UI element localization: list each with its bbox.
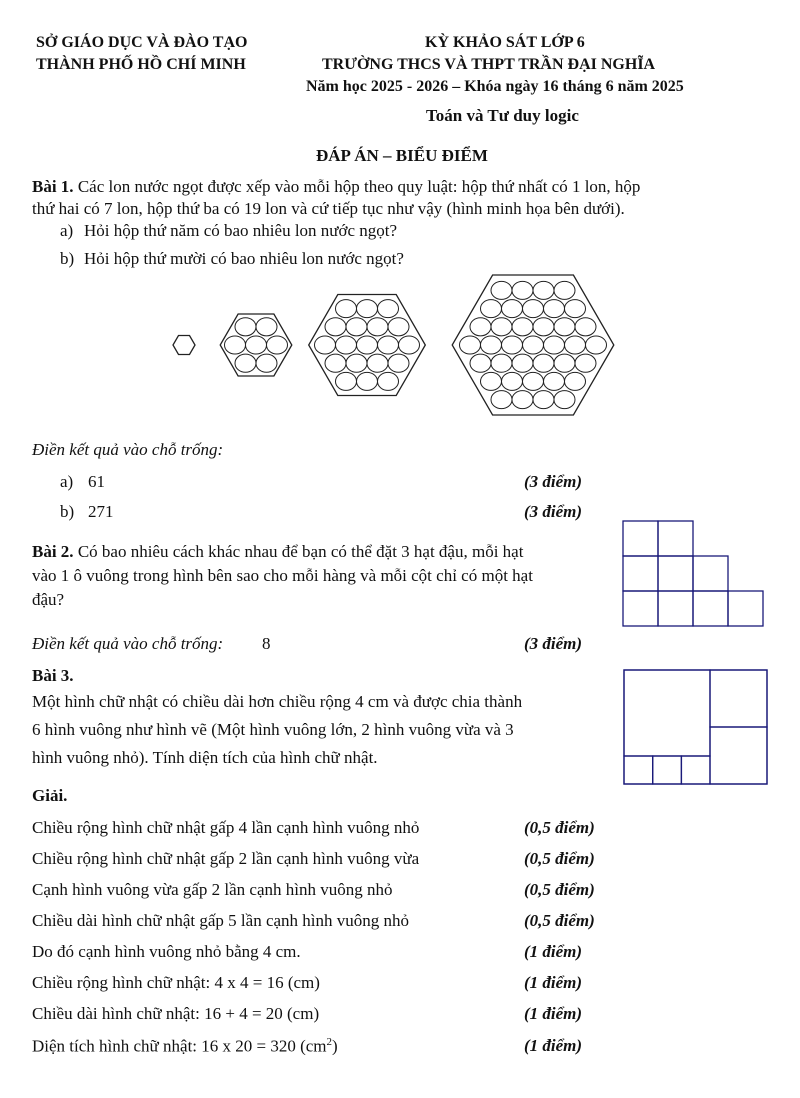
can-circle: [256, 318, 277, 336]
can-circle: [512, 281, 533, 299]
grid-cell: [623, 556, 658, 591]
solution-step-8-close: ): [332, 1036, 338, 1056]
bai3-label: Bài 3.: [32, 666, 74, 685]
bai2-paragraph-line1: [32, 542, 523, 562]
solution-step-2-points: (0,5 điểm): [524, 849, 595, 868]
box-outline: [309, 295, 426, 396]
can-circle: [225, 336, 246, 354]
can-circle: [470, 318, 491, 336]
bai1-label: Bài 1.: [32, 177, 74, 196]
department-name: SỞ GIÁO DỤC VÀ ĐÀO TẠO: [36, 34, 248, 51]
can-circle: [565, 300, 586, 318]
can-circle: [502, 372, 523, 390]
bai1-answer-a-points: (3 điểm): [524, 472, 583, 491]
grid-cell: [623, 591, 658, 626]
can-circle: [235, 318, 256, 336]
can-circle: [554, 391, 575, 409]
bai2-text3: đậu?: [32, 590, 65, 609]
grid-cell: [623, 521, 658, 556]
bai2-label: Bài 2.: [32, 542, 74, 561]
bai1-question-b: Hỏi hộp thứ mười có bao nhiêu lon nước ngọt?: [84, 249, 404, 268]
bai3-text1: Một hình chữ nhật có chiều dài hơn chiều rộng 4 cm và được chia thành: [32, 692, 523, 711]
bai3-text2: 6 hình vuông như hình vẽ (Một hình vuông lớn, 2 hình vuông vừa và 3: [32, 720, 514, 739]
can-circle: [378, 372, 399, 390]
bai1-question-a: Hỏi hộp thứ năm có bao nhiêu lon nước ngọt?: [84, 221, 398, 240]
can-circle: [512, 354, 533, 372]
can-circle: [346, 318, 367, 336]
can-circle: [512, 391, 533, 409]
solution-label: Giải.: [32, 786, 68, 805]
can-box: [220, 314, 292, 376]
can-circle: [325, 318, 346, 336]
bai1-fill-instruction: [32, 440, 223, 460]
can-box: [452, 275, 614, 415]
bai1-answer-b: 271: [88, 502, 114, 521]
can-circle: [523, 336, 544, 354]
solution-step-2: Chiều rộng hình chữ nhật gấp 2 lần cạnh hình vuông vừa: [32, 849, 420, 868]
can-circle: [256, 354, 277, 372]
can-circle: [481, 336, 502, 354]
can-circle: [544, 336, 565, 354]
medium-square: [710, 727, 767, 784]
grid-cell: [658, 556, 693, 591]
solution-step-5: Do đó cạnh hình vuông nhỏ bằng 4 cm.: [32, 942, 301, 961]
can-circle: [533, 281, 554, 299]
exam-date: Năm học 2025 - 2026 – Khóa ngày 16 tháng 6 năm 2025: [306, 78, 684, 95]
can-box: [173, 336, 195, 355]
exam-name: KỲ KHẢO SÁT LỚP 6: [425, 34, 585, 51]
bai1-question-a-prefix: a): [60, 221, 74, 240]
can-circle: [523, 372, 544, 390]
bai2-points: (3 điểm): [524, 634, 583, 653]
school-name: TRƯỜNG THCS VÀ THPT TRẦN ĐẠI NGHĨA: [322, 56, 656, 73]
bai1-text1: Các lon nước ngọt được xếp vào mỗi hộp theo quy luật: hộp thứ nhất có 1 lon, hộp: [73, 177, 641, 196]
bai2-text1: Có bao nhiêu cách khác nhau để bạn có thể đặt 3 hạt đậu, mỗi hạt: [73, 542, 524, 561]
box-outline: [173, 336, 195, 355]
can-circle: [246, 336, 267, 354]
bai1-text2: thứ hai có 7 lon, hộp thứ ba có 19 lon và cứ tiếp tục như vậy (hình minh họa bên dưới).: [32, 199, 625, 218]
bai1-fill-colon: :: [217, 440, 224, 459]
medium-square: [710, 670, 767, 727]
can-circle: [554, 318, 575, 336]
can-circle: [235, 354, 256, 372]
can-circle: [470, 354, 491, 372]
solution-step-6: Chiều rộng hình chữ nhật: 4 x 4 = 16 (cm): [32, 973, 320, 992]
can-circle: [512, 318, 533, 336]
bai2-text2: vào 1 ô vuông trong hình bên sao cho mỗi hàng và mỗi cột chỉ có một hạt: [32, 566, 533, 585]
solution-step-8-text: Diện tích hình chữ nhật: 16 x 20 = 320 (cm: [32, 1036, 327, 1056]
can-circle: [575, 354, 596, 372]
solution-step-7-points: (1 điểm): [524, 1004, 583, 1023]
small-square: [653, 756, 682, 784]
can-circle: [533, 318, 554, 336]
can-circle: [357, 300, 378, 318]
subject-name: Toán và Tư duy logic: [426, 106, 579, 125]
can-circle: [565, 336, 586, 354]
can-circle: [357, 336, 378, 354]
can-circle: [315, 336, 336, 354]
solution-step-3: Cạnh hình vuông vừa gấp 2 lần cạnh hình vuông nhỏ: [32, 880, 393, 899]
bai1-answer-a: 61: [88, 472, 105, 491]
can-circle: [575, 318, 596, 336]
box-outline: [452, 275, 614, 415]
can-circle: [399, 336, 420, 354]
can-circle: [565, 372, 586, 390]
solution-step-8-superscript: 2: [326, 1036, 333, 1048]
can-circle: [502, 336, 523, 354]
bai1-paragraph-line1: [32, 177, 640, 197]
can-circle: [367, 318, 388, 336]
bai3-text3: hình vuông nhỏ). Tính diện tích của hình chữ nhật.: [32, 748, 378, 767]
can-circle: [388, 318, 409, 336]
solution-step-6-points: (1 điểm): [524, 973, 583, 992]
large-square: [624, 670, 710, 756]
can-circle: [346, 354, 367, 372]
can-circle: [325, 354, 346, 372]
solution-step-8-points: (1 điểm): [524, 1036, 583, 1055]
small-square: [624, 756, 653, 784]
bai2-fill-label: Điền kết quả vào chỗ trống: [32, 634, 218, 653]
city-name: THÀNH PHỐ HỒ CHÍ MINH: [36, 56, 246, 73]
bai1-answer-b-points: (3 điểm): [524, 502, 583, 521]
box-outline: [220, 314, 292, 376]
can-circle: [357, 372, 378, 390]
can-circle: [378, 300, 399, 318]
bai1-fill-label: Điền kết quả vào chỗ trống: [32, 440, 218, 459]
can-circle: [336, 372, 357, 390]
grid-cell: [658, 591, 693, 626]
grid-cell: [693, 556, 728, 591]
can-circle: [533, 354, 554, 372]
can-circle: [336, 300, 357, 318]
solution-step-4-points: (0,5 điểm): [524, 911, 595, 930]
can-circle: [544, 372, 565, 390]
can-circle: [367, 354, 388, 372]
can-circle: [491, 318, 512, 336]
bai2-fill-instruction: [32, 634, 223, 654]
bai1-question-b-prefix: b): [60, 249, 75, 268]
rectangle-squares-figure: [623, 669, 773, 789]
can-circle: [267, 336, 288, 354]
can-circle: [554, 354, 575, 372]
can-circle: [502, 300, 523, 318]
can-circle: [388, 354, 409, 372]
can-circle: [491, 281, 512, 299]
grid-cell: [693, 591, 728, 626]
can-circle: [336, 336, 357, 354]
solution-step-1: Chiều rộng hình chữ nhật gấp 4 lần cạnh hình vuông nhỏ: [32, 818, 420, 837]
can-circle: [523, 300, 544, 318]
staircase-grid-figure: [622, 519, 772, 629]
grid-cell: [658, 521, 693, 556]
can-box: [309, 295, 426, 396]
bai2-answer: 8: [262, 634, 271, 653]
can-circle: [586, 336, 607, 354]
bai2-fill-colon: :: [217, 634, 224, 653]
hexagon-can-figures: [0, 280, 800, 440]
solution-step-4: Chiều dài hình chữ nhật gấp 5 lần cạnh hình vuông nhỏ: [32, 911, 410, 930]
can-circle: [491, 391, 512, 409]
solution-step-1-points: (0,5 điểm): [524, 818, 595, 837]
small-square: [681, 756, 710, 784]
bai1-answer-b-prefix: b): [60, 502, 75, 521]
bai1-answer-a-prefix: a): [60, 472, 74, 491]
can-circle: [491, 354, 512, 372]
can-circle: [460, 336, 481, 354]
solution-step-3-points: (0,5 điểm): [524, 880, 595, 899]
can-circle: [533, 391, 554, 409]
page-title: ĐÁP ÁN – BIỂU ĐIỂM: [316, 146, 488, 165]
grid-cell: [728, 591, 763, 626]
can-circle: [481, 372, 502, 390]
can-circle: [378, 336, 399, 354]
can-circle: [481, 300, 502, 318]
can-circle: [544, 300, 565, 318]
solution-step-5-points: (1 điểm): [524, 942, 583, 961]
solution-step-7: Chiều dài hình chữ nhật: 16 + 4 = 20 (cm): [32, 1004, 320, 1023]
can-circle: [554, 281, 575, 299]
solution-step-8: [32, 1036, 338, 1057]
